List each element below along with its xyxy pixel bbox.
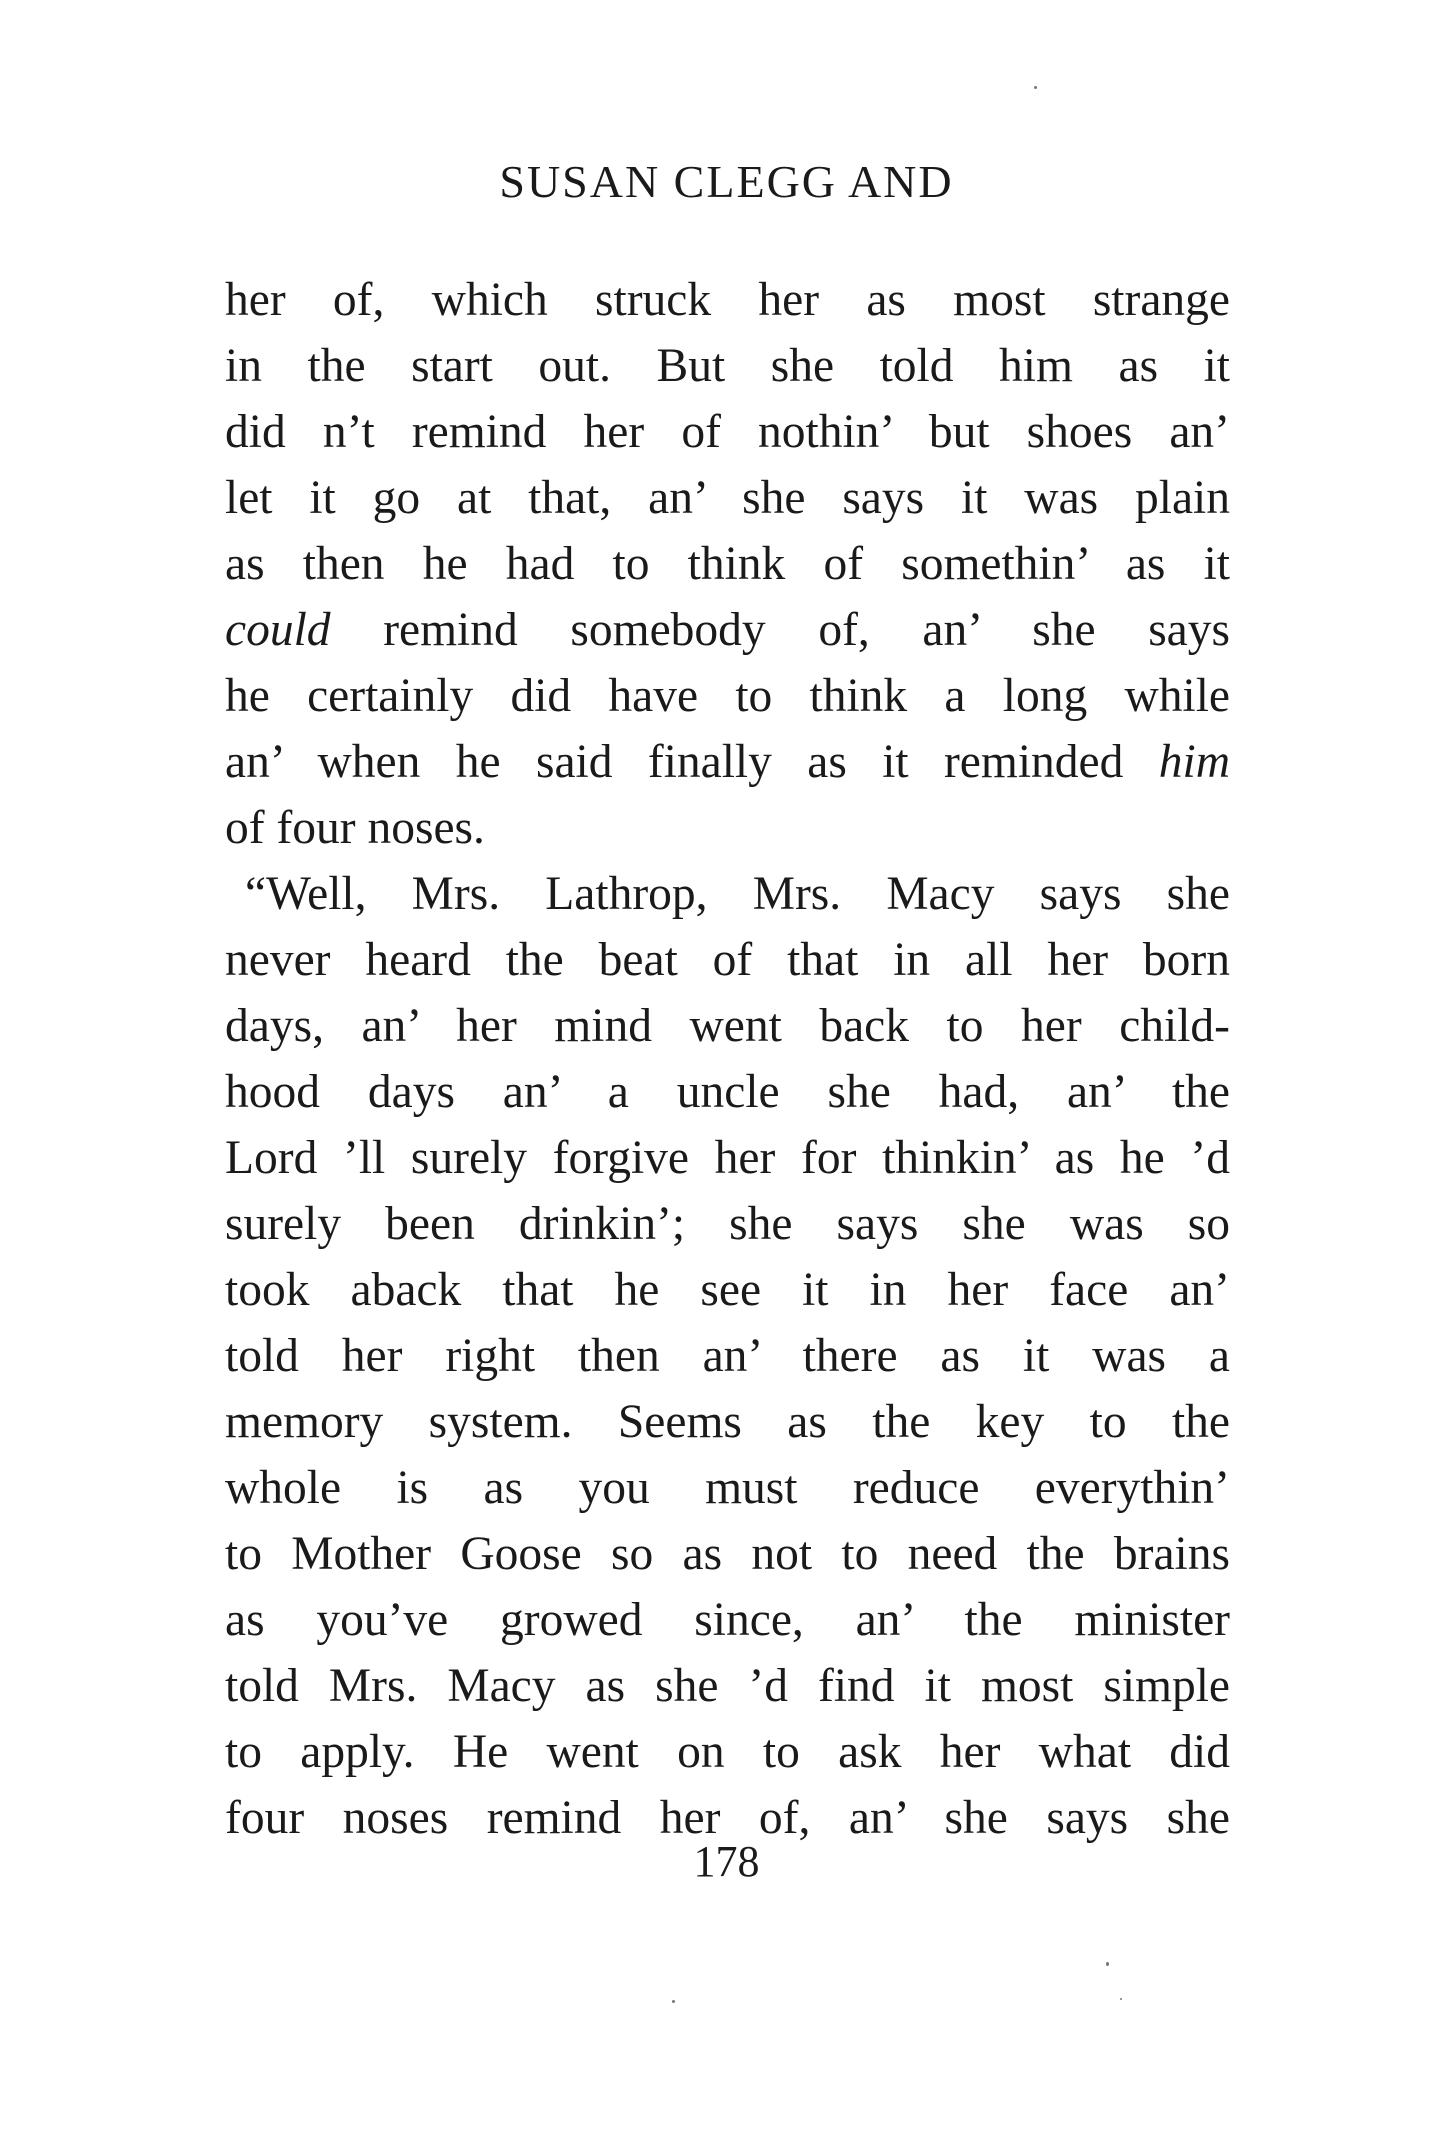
text-line: told Mrs. Macy as she ’d find it most simple <box>225 1660 1230 1712</box>
text-line: to Mother Goose so as not to need the brains <box>225 1528 1230 1580</box>
text-line: hood days an’ a uncle she had, an’ the <box>225 1066 1230 1118</box>
text-line: never heard the beat of that in all her born <box>225 934 1230 986</box>
text-line: an’ when he said finally as it reminded him <box>225 736 1230 788</box>
text-line: her of, which struck her as most strange <box>225 274 1230 326</box>
text-line: in the start out. But she told him as it <box>225 340 1230 392</box>
text-line: as you’ve growed since, an’ the minister <box>225 1594 1230 1646</box>
text-line: whole is as you must reduce everythin’ <box>225 1462 1230 1514</box>
text-line: to apply. He went on to ask her what did <box>225 1726 1230 1778</box>
italic-word: could <box>225 604 331 656</box>
text-line: told her right then an’ there as it was a <box>225 1330 1230 1382</box>
text-line: let it go at that, an’ she says it was plain <box>225 472 1230 524</box>
body-text <box>225 267 1230 1851</box>
text-line: took aback that he see it in her face an’ <box>225 1264 1230 1316</box>
text-line: could remind somebody of, an’ she says <box>225 604 1230 656</box>
text-line: Lord ’ll surely forgive her for thinkin’ as he ’d <box>225 1132 1230 1184</box>
text-line: as then he had to think of somethin’ as it <box>225 538 1230 590</box>
text-line: surely been drinkin’; she says she was so <box>225 1198 1230 1250</box>
text-line: four noses remind her of, an’ she says she <box>225 1792 1230 1844</box>
scan-speck <box>1120 1998 1122 2000</box>
scan-speck <box>1034 86 1037 89</box>
text-line: “Well, Mrs. Lathrop, Mrs. Macy says she <box>245 868 1230 920</box>
running-head: SUSAN CLEGG AND <box>499 156 954 207</box>
page-number: 178 <box>693 1837 760 1886</box>
text-line: days, an’ her mind went back to her child- <box>225 1000 1230 1052</box>
italic-word: him <box>1158 736 1230 788</box>
text-line: memory system. Seems as the key to the <box>225 1396 1230 1448</box>
scan-speck <box>672 2000 675 2003</box>
scan-speck <box>1106 1962 1109 1966</box>
text-line: did n’t remind her of nothin’ but shoes an’ <box>225 406 1230 458</box>
text-line: he certainly did have to think a long while <box>225 670 1230 722</box>
text-line: of four noses. <box>225 802 485 854</box>
